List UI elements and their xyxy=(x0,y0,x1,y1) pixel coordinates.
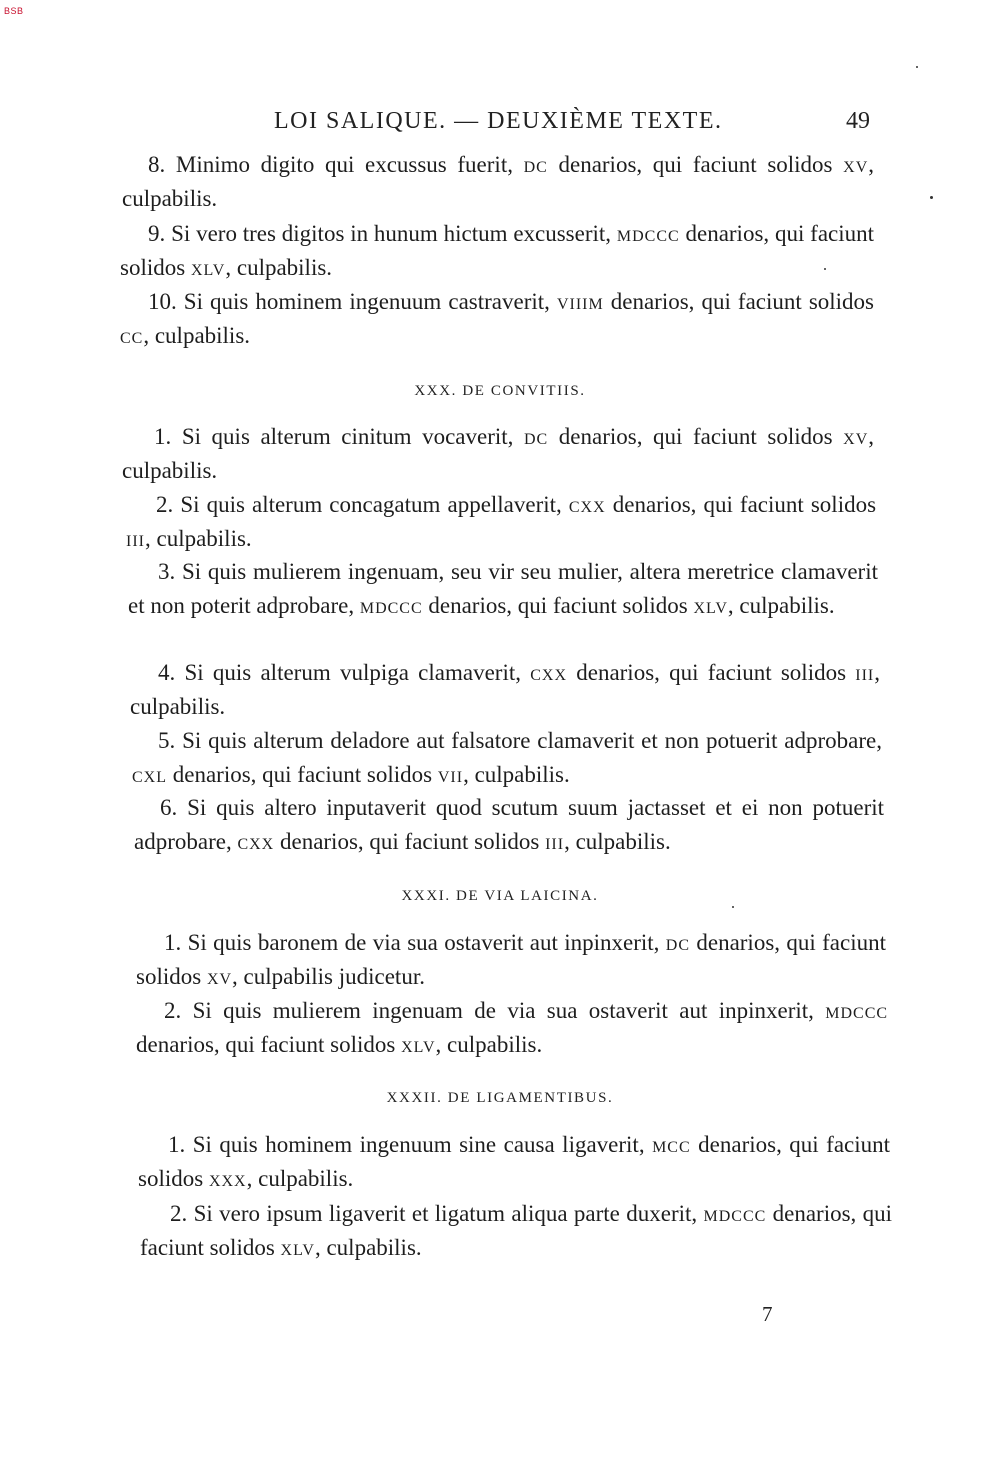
running-head xyxy=(0,108,1000,142)
article-paragraph: 1. Si quis hominem ingenuum sine causa ligaverit, mcc denarios, qui faciunt solidos xxx, culpabilis. xyxy=(138,1132,891,1191)
scan-speck xyxy=(916,66,918,68)
section-heading: XXXI. DE VIA LAICINA. xyxy=(401,888,599,904)
page-number: 49 xyxy=(846,108,870,134)
scan-speck xyxy=(930,196,933,199)
signature-mark: 7 xyxy=(762,1302,773,1326)
article-paragraph: 4. Si quis alterum vulpiga clamaverit, cxx denarios, qui faciunt solidos iii, culpabilis. xyxy=(130,660,880,719)
article-paragraph: 8. Minimo digito qui excussus fuerit, dc denarios, qui faciunt solidos xv, culpabilis. xyxy=(122,152,874,211)
article-paragraph: 2. Si vero ipsum ligaverit et ligatum aliqua parte duxerit, mdccc denarios, qui faciunt solidos xlv, culpabilis. xyxy=(140,1201,893,1260)
article-paragraph: 2. Si quis mulierem ingenuam de via sua ostaverit aut inpinxerit, mdccc denarios, qui faciunt solidos xlv, culpabilis. xyxy=(136,998,889,1057)
article-paragraph: 5. Si quis alterum deladore aut falsatore clamaverit et non potuerit adprobare, cxl denarios, qui faciunt solidos vii, culpabilis. xyxy=(132,728,883,787)
article-paragraph: 1. Si quis baronem de via sua ostaverit aut inpinxerit, dc denarios, qui faciunt solidos xv, culpabilis judicetur. xyxy=(136,930,886,989)
section-heading: XXX. DE CONVITIIS. xyxy=(414,383,586,399)
article-paragraph: 2. Si quis alterum concagatum appellaverit, cxx denarios, qui faciunt solidos iii, culpabilis. xyxy=(126,492,877,551)
article-paragraph: 1. Si quis alterum cinitum vocaverit, dc denarios, qui faciunt solidos xv, culpabilis. xyxy=(122,424,874,483)
article-paragraph: 6. Si quis altero inputaverit quod scutum suum jactasset et ei non potuerit adprobare, cxx denarios, qui faciunt solidos iii, culpabilis. xyxy=(134,795,885,854)
scan-speck xyxy=(732,906,734,908)
article-paragraph: 9. Si vero tres digitos in hunum hictum excusserit, mdccc denarios, qui faciunt solidos xlv, culpabilis. xyxy=(120,221,875,280)
article-paragraph: 10. Si quis hominem ingenuum castraverit, viiim denarios, qui faciunt solidos cc, culpabilis. xyxy=(120,289,874,348)
running-title: LOI SALIQUE. — DEUXIÈME TEXTE. xyxy=(274,108,723,134)
library-watermark: BSB xyxy=(4,6,24,16)
section-heading: XXXII. DE LIGAMENTIBUS. xyxy=(386,1090,614,1106)
article-paragraph: 3. Si quis mulierem ingenuam, seu vir seu mulier, altera meretrice clamaverit et non poterit adprobare, mdccc denarios, qui faciunt solidos xlv, culpabilis. xyxy=(128,559,878,618)
scan-speck xyxy=(824,268,826,270)
